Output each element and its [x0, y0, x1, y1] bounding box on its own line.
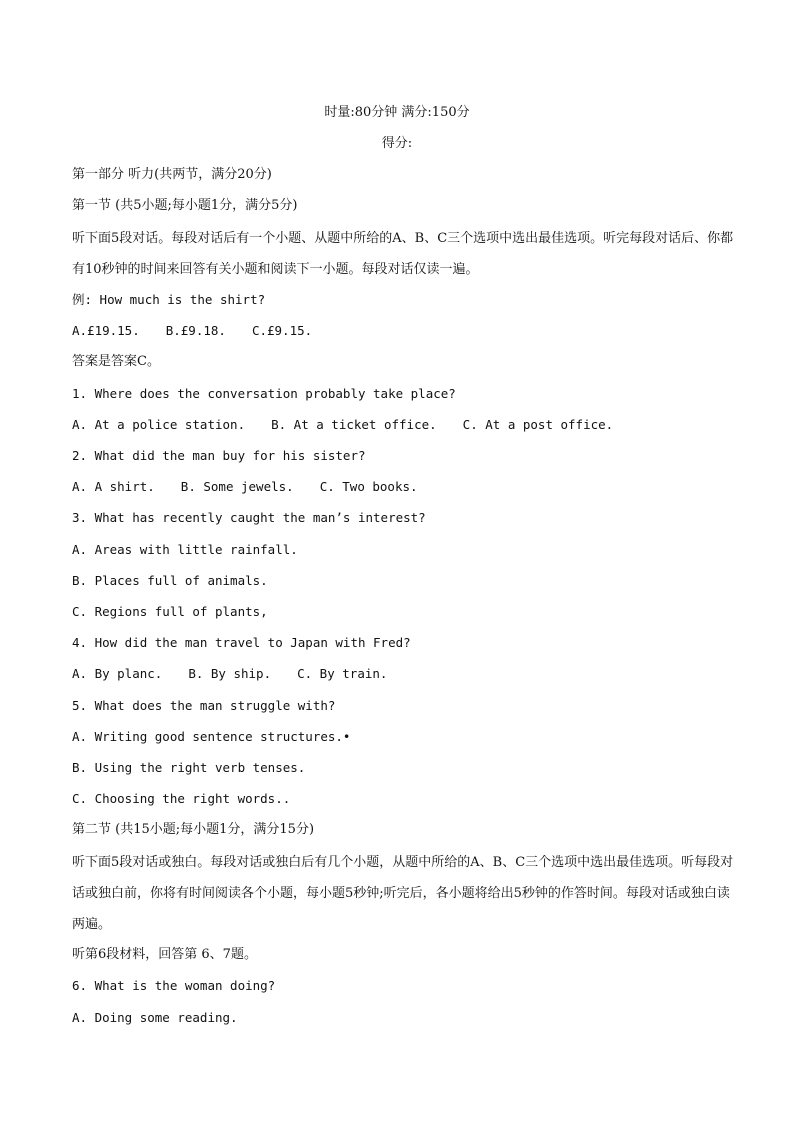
example-option-b: B.£9.18.: [165, 323, 226, 338]
q4-option-c: C. By train.: [297, 666, 388, 681]
section1-title: 第一节 (共5小题;每小题1分，满分5分): [72, 198, 298, 213]
q4-option-b: B. By ship.: [188, 666, 272, 681]
question-2-options: [72, 478, 734, 496]
example-option-c: C.£9.15.: [251, 323, 313, 338]
question-6: 6. What is the woman doing?: [72, 978, 276, 993]
q2-option-a: A. A shirt.: [72, 479, 155, 494]
example-option-a: A.£19.15.: [72, 323, 140, 338]
q4-option-a: A. By planc.: [72, 666, 163, 681]
part1-title: 第一部分 听力(共两节，满分20分): [72, 167, 272, 182]
question-1-options: [72, 416, 734, 434]
question-1: 1. Where does the conversation probably take place?: [72, 386, 456, 401]
example-options: [72, 322, 734, 340]
example-answer: 答案是答案C。: [72, 354, 160, 369]
q1-option-b: B. At a ticket office.: [271, 417, 437, 432]
q5-option-a: A. Writing good sentence structures.•: [72, 729, 351, 744]
material-6-instruction: 听第6段材料，回答第 6、7题。: [72, 947, 257, 962]
q1-option-c: C. At a post office.: [462, 417, 614, 432]
question-3: 3. What has recently caught the man’s interest?: [72, 510, 426, 525]
section2-title: 第二节 (共15小题;每小题1分，满分15分): [72, 822, 315, 837]
q3-option-b: B. Places full of animals.: [72, 573, 268, 588]
q2-option-c: C. Two books.: [319, 479, 418, 494]
q3-option-a: A. Areas with little rainfall.: [72, 542, 298, 557]
q2-option-b: B. Some jewels.: [180, 479, 294, 494]
score-label: 得分:: [381, 136, 413, 151]
question-4-options: [72, 665, 734, 683]
time-score-line: 时量:80分钟 满分:150分: [324, 105, 470, 120]
q6-option-a: A. Doing some reading.: [72, 1010, 238, 1025]
question-4: 4. How did the man travel to Japan with Fred?: [72, 635, 411, 650]
q5-option-b: B. Using the right verb tenses.: [72, 760, 306, 775]
question-2: 2. What did the man buy for his sister?: [72, 448, 366, 463]
q5-option-c: C. Choosing the right words..: [72, 791, 291, 806]
section1-instructions: 听下面5段对话。每段对话后有一个小题、从题中所给的A、B、C三个选项中选出最佳选项。听完每段对话后、你都有10秒钟的时间来回答有关小题和阅读下一小题。每段对话仅读一遍。: [72, 231, 734, 277]
q3-option-c: C. Regions full of plants,: [72, 604, 268, 619]
q1-option-a: A. At a police station.: [72, 417, 246, 432]
question-5: 5. What does the man struggle with?: [72, 698, 336, 713]
section2-instructions: 听下面5段对话或独白。每段对话或独白后有几个小题，从题中所给的A、B、C三个选项中选出最佳选项。听每段对话或独白前，你将有时间阅读各个小题，每小题5秒钟;听完后，各小题将给出5秒钟的作答时间。每段对话或独白读两遍。: [72, 855, 734, 932]
example-question: 例: How much is the shirt?: [72, 292, 266, 307]
